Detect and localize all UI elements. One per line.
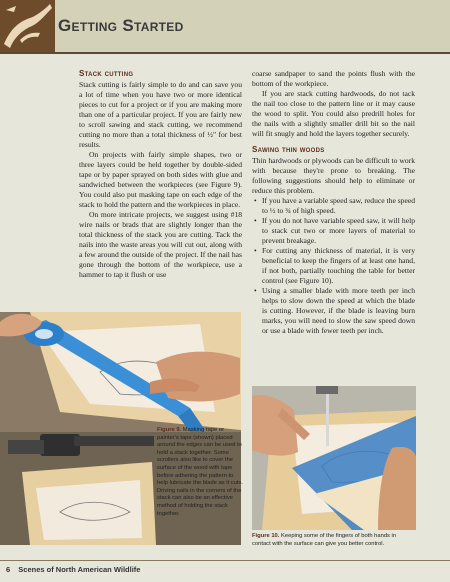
header-woodcut-art — [0, 0, 55, 54]
tips-list — [252, 196, 415, 336]
figure-9-caption-text: Masking tape or painter's tape (shown) placed around the edges can be used to hold a stack together. Some scrollers also like to cover the surface of the wood with tape before adhering the pattern to help lubricate the blade as it cuts. Driving nails in the corners of the stack can also be an effective method of holding the stack together. — [157, 427, 244, 517]
paragraph: coarse sandpaper to sand the points flush with the bottom of the workpiece. — [252, 69, 415, 88]
list-item: • If you have a variable speed saw, reduce the speed to ½ to ¾ of high speed. — [252, 196, 415, 216]
page-title: Getting Started — [58, 16, 184, 35]
figure-10-caption-text: Keeping some of the fingers of both hands in contact with the surface can give you better control. — [252, 533, 397, 547]
list-item: • Using a smaller blade with more teeth per inch helps to slow down the speed at which the blade is cutting. However, if the blade is leaving burn marks, you will need to slow the saw speed down or use a blade with fewer teeth per inch. — [252, 286, 415, 336]
book-title: Scenes of North American Wildlife — [18, 565, 141, 574]
right-column — [252, 69, 415, 336]
section-heading-sawing-thin-woods: Sawing thin woods — [252, 145, 325, 154]
figure-9-caption — [157, 427, 244, 518]
paragraph: If you are stack cutting hardwoods, do not tack the nail too close to the pattern line or it may cause the wood to split. You could also predrill holes for the nails with a slightly smaller drill bit so the nail will fit snugly and hold the layers together securely. — [252, 89, 415, 138]
left-column — [79, 69, 242, 280]
figure-10-photo — [252, 386, 416, 530]
list-item: • If you do not have variable speed saw, it will help to stack cut two or more layers of material to prevent breakage. — [252, 216, 415, 246]
figure-10-caption — [252, 533, 416, 548]
paragraph: Thin hardwoods or plywoods can be difficult to work with because they're prone to breaking. The following suggestions should help to eliminate or reduce this problem. — [252, 156, 415, 195]
paragraph: On projects with fairly simple shapes, two or three layers could be held together by double-sided tape or by paper sprayed on both sides with glue and sandwiched between the workpieces (see Figure 9). You could also put masking tape on each edge of the stack to hold the pattern and the workpieces in place. — [79, 150, 242, 209]
header-rule — [0, 52, 450, 54]
paragraph: Stack cutting is fairly simple to do and can save you a lot of time when you have two or more identical pieces to cut for a project or if you are making more than one of a particular project. If you are fairly new to scroll sawing and stack cutting, we recommend cutting no more than a total thickness of ½" for best results. — [79, 80, 242, 149]
footer-rule — [0, 560, 450, 561]
section-heading-stack-cutting: Stack cutting — [79, 69, 134, 78]
figure-10-label: Figure 10. — [252, 533, 280, 539]
page-footer — [6, 565, 140, 574]
paragraph: On more intricate projects, we suggest using #18 wire nails or brads that are slightly longer than the total thickness of the stack you are cutting. Tack the nails into the waste areas you will cut out, along with a few around the outside of the project. If the nail has gone through the bottom of the workpiece, use a hammer to tap it flush or use — [79, 210, 242, 279]
list-item: • For cutting any thickness of material, it is very beneficial to keep the fingers of at least one hand, if not both, partially touching the table for better control (see Figure 10). — [252, 246, 415, 286]
page-number: 6 — [6, 565, 11, 574]
figure-9-label: Figure 9. — [157, 427, 182, 433]
